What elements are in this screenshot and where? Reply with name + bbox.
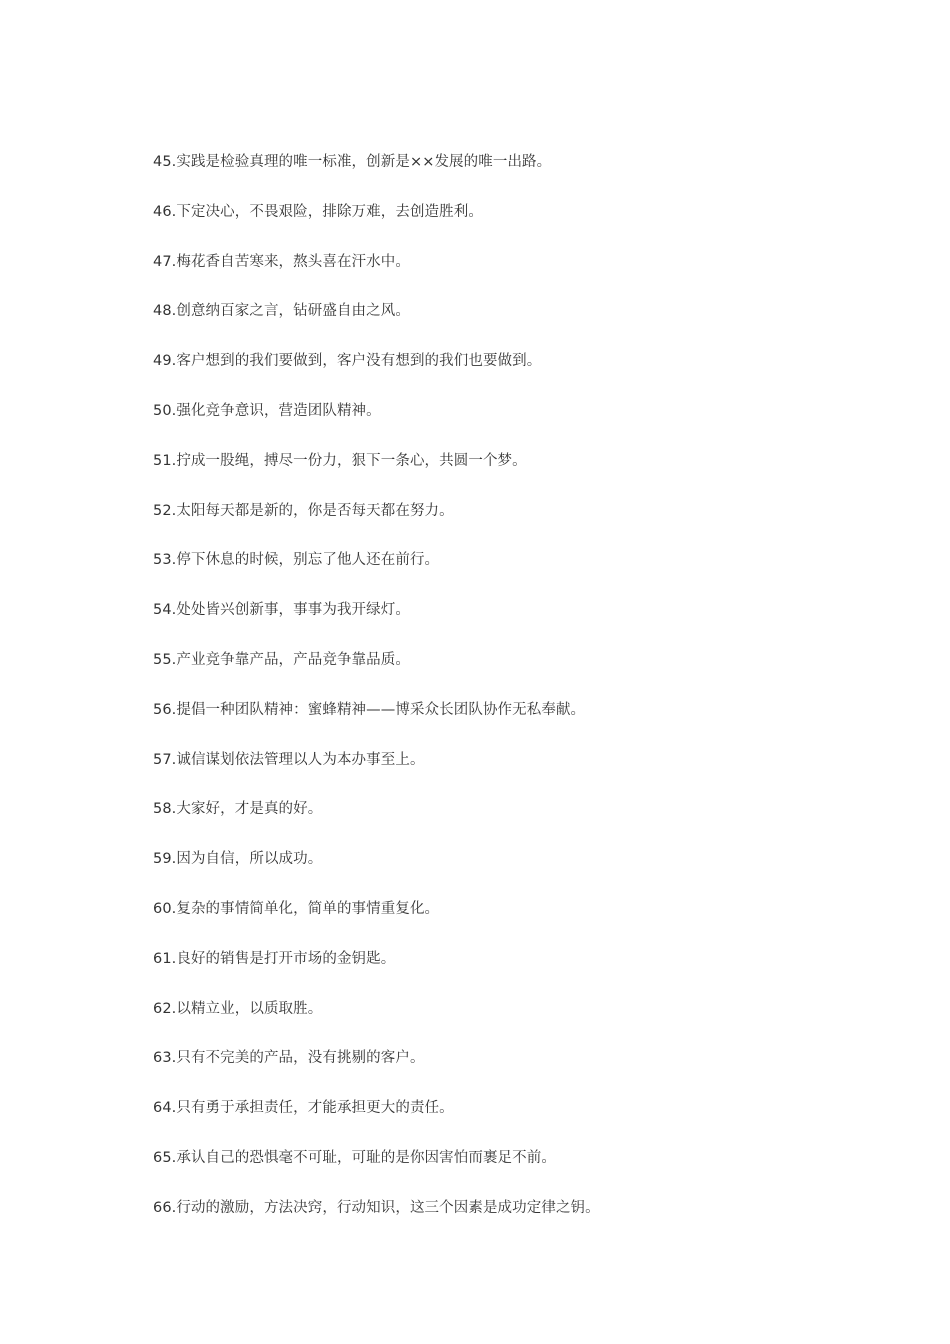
list-item: 55.产业竞争靠产品，产品竞争靠品质。 bbox=[153, 651, 410, 668]
list-item: 65.承认自己的恐惧毫不可耻，可耻的是你因害怕而裹足不前。 bbox=[153, 1149, 556, 1166]
list-item: 45.实践是检验真理的唯一标准，创新是××发展的唯一出路。 bbox=[153, 154, 552, 170]
list-item: 64.只有勇于承担责任，才能承担更大的责任。 bbox=[153, 1100, 454, 1117]
list-item: 66.行动的激励，方法决窍，行动知识，这三个因素是成功定律之钥。 bbox=[153, 1199, 600, 1216]
list-item: 49.客户想到的我们要做到，客户没有想到的我们也要做到。 bbox=[153, 353, 542, 370]
list-item: 50.强化竞争意识，营造团队精神。 bbox=[153, 402, 381, 419]
list-item: 62.以精立业，以质取胜。 bbox=[153, 1000, 323, 1017]
list-item: 56.提倡一种团队精神：蜜蜂精神——博采众长团队协作无私奉献。 bbox=[153, 701, 586, 718]
list-item: 60.复杂的事情简单化，简单的事情重复化。 bbox=[153, 900, 440, 917]
slogan-list bbox=[153, 150, 853, 1246]
list-item: 54.处处皆兴创新事，事事为我开绿灯。 bbox=[153, 602, 410, 619]
list-item: 52.太阳每天都是新的，你是否每天都在努力。 bbox=[153, 502, 454, 519]
list-item: 48.创意纳百家之言，钻研盛自由之风。 bbox=[153, 303, 410, 320]
list-item: 61.良好的销售是打开市场的金钥匙。 bbox=[153, 950, 396, 967]
list-item: 57.诚信谋划依法管理以人为本办事至上。 bbox=[153, 751, 425, 768]
list-item: 58.大家好，才是真的好。 bbox=[153, 801, 323, 818]
list-item: 51.拧成一股绳，搏尽一份力，狠下一条心，共圆一个梦。 bbox=[153, 452, 527, 469]
list-item: 46.下定决心，不畏艰险，排除万难，去创造胜利。 bbox=[153, 203, 483, 220]
list-item: 53.停下休息的时候，别忘了他人还在前行。 bbox=[153, 552, 440, 569]
list-item: 47.梅花香自苦寒来，熬头喜在汗水中。 bbox=[153, 253, 410, 270]
list-item: 59.因为自信，所以成功。 bbox=[153, 851, 323, 868]
list-item: 63.只有不完美的产品，没有挑剔的客户。 bbox=[153, 1050, 425, 1067]
